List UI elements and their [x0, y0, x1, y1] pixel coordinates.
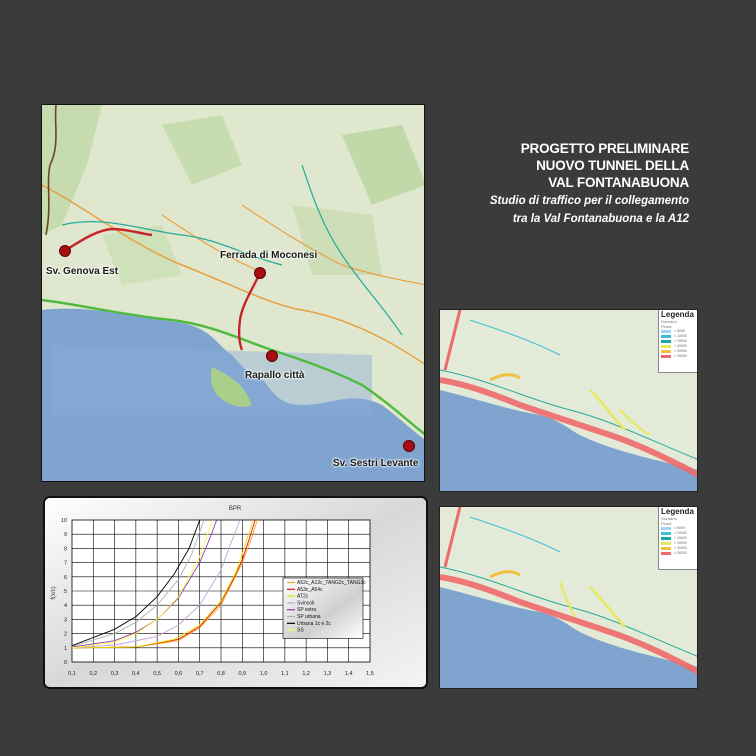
- legend-row: < 5000: [659, 329, 697, 334]
- chart-legend: [283, 578, 363, 638]
- legend-entry: Urbana 1c e 2c: [297, 620, 331, 627]
- legend-entry: AT2c: [297, 593, 309, 600]
- title-line-3: VAL FONTANABUONA: [548, 175, 689, 190]
- x-tick-label: 1,5: [366, 671, 374, 677]
- subtitle-line-2: tra la Val Fontanabuona e la A12: [512, 213, 689, 225]
- project-title-block: [490, 140, 689, 227]
- x-tick-label: 1,1: [281, 671, 289, 677]
- x-tick-label: 1,2: [302, 671, 310, 677]
- thumb2-legend-scenario: Scenario: [661, 516, 677, 521]
- legend-row: < 30000: [659, 349, 697, 354]
- main-map[interactable]: [41, 104, 425, 482]
- legend-row: < 20000: [659, 344, 697, 349]
- legend-row: < 10000: [659, 334, 697, 339]
- legend-entry: A52c_A13c_TANG2c_TANG3c: [297, 580, 366, 586]
- sestri-levante-marker: [404, 441, 415, 452]
- legend-row: < 10000: [659, 531, 697, 536]
- x-tick-label: 0,3: [110, 671, 119, 677]
- thumb1-legend: [658, 310, 697, 373]
- thumb1-legend-title: Legenda: [661, 310, 694, 319]
- label-sestri-levante: Sv. Sestri Levante: [333, 458, 419, 469]
- x-tick-label: 0,5: [153, 671, 161, 677]
- title-line-2: NUOVO TUNNEL DELLA: [536, 158, 689, 173]
- legend-row: < 20000: [659, 541, 697, 546]
- legend-row: < 15000: [659, 339, 697, 344]
- y-tick-label: 1: [63, 645, 67, 652]
- ferrada-marker: [255, 268, 266, 279]
- y-tick-label: 4: [63, 603, 67, 610]
- x-tick-label: 1,3: [323, 671, 332, 677]
- thumb1-legend-flows: Flussi: [661, 324, 672, 329]
- thumb2-legend: [658, 507, 697, 570]
- y-tick-label: 5: [63, 589, 67, 595]
- y-tick-label: 7: [63, 560, 67, 567]
- legend-entry: SP urbana: [297, 614, 321, 620]
- x-tick-label: 0,7: [195, 671, 204, 677]
- title-line-1: PROGETTO PRELIMINARE: [520, 141, 689, 156]
- legend-entry: SP extra: [297, 607, 317, 614]
- legend-row: > 30000: [659, 551, 697, 556]
- bpr-chart: [45, 498, 426, 687]
- y-tick-label: 8: [63, 546, 67, 553]
- y-tick-label: 0: [63, 660, 67, 666]
- chart-y-axis-label: f(x/c): [51, 586, 57, 600]
- legend-entry: A53c_A54c: [297, 586, 323, 593]
- legend-row: < 30000: [659, 546, 697, 551]
- legend-row: < 5000: [659, 526, 697, 531]
- rapallo-marker: [267, 351, 278, 362]
- traffic-flow-map-1[interactable]: [439, 309, 698, 492]
- y-tick-label: 6: [63, 574, 67, 581]
- label-genova-est: Sv. Genova Est: [46, 266, 119, 277]
- traffic-flow-map-2[interactable]: [439, 506, 698, 689]
- thumb1-legend-scenario: Scenario: [661, 319, 677, 324]
- x-tick-label: 1,4: [344, 671, 353, 677]
- legend-row: > 30000: [659, 354, 697, 359]
- legend-entry: Svincoli: [297, 600, 315, 607]
- x-tick-label: 0,4: [132, 671, 140, 677]
- label-rapallo: Rapallo città: [245, 370, 305, 381]
- genova-est-marker: [60, 246, 71, 257]
- x-tick-label: 1,0: [259, 671, 268, 677]
- chart-title: BPR: [228, 506, 242, 512]
- x-tick-label: 0,6: [174, 671, 183, 677]
- y-tick-label: 9: [63, 532, 67, 539]
- legend-entry: SS: [297, 627, 304, 634]
- thumb2-legend-title: Legenda: [661, 507, 694, 516]
- x-tick-label: 0,9: [238, 671, 247, 677]
- bpr-chart-panel: [43, 496, 428, 689]
- x-tick-label: 0,2: [89, 671, 98, 677]
- x-tick-label: 0,8: [217, 671, 225, 677]
- main-map-graphic: [42, 105, 425, 482]
- subtitle-line-1: Studio di traffico per il collegamento: [489, 195, 689, 207]
- x-tick-label: 0,1: [68, 671, 76, 677]
- y-tick-label: 10: [60, 518, 67, 524]
- y-tick-label: 2: [63, 631, 67, 638]
- label-ferrada-moconesi: Ferrada di Moconesi: [220, 250, 318, 261]
- thumb2-legend-flows: Flussi: [661, 521, 672, 526]
- y-tick-label: 3: [63, 617, 67, 624]
- legend-row: < 15000: [659, 536, 697, 541]
